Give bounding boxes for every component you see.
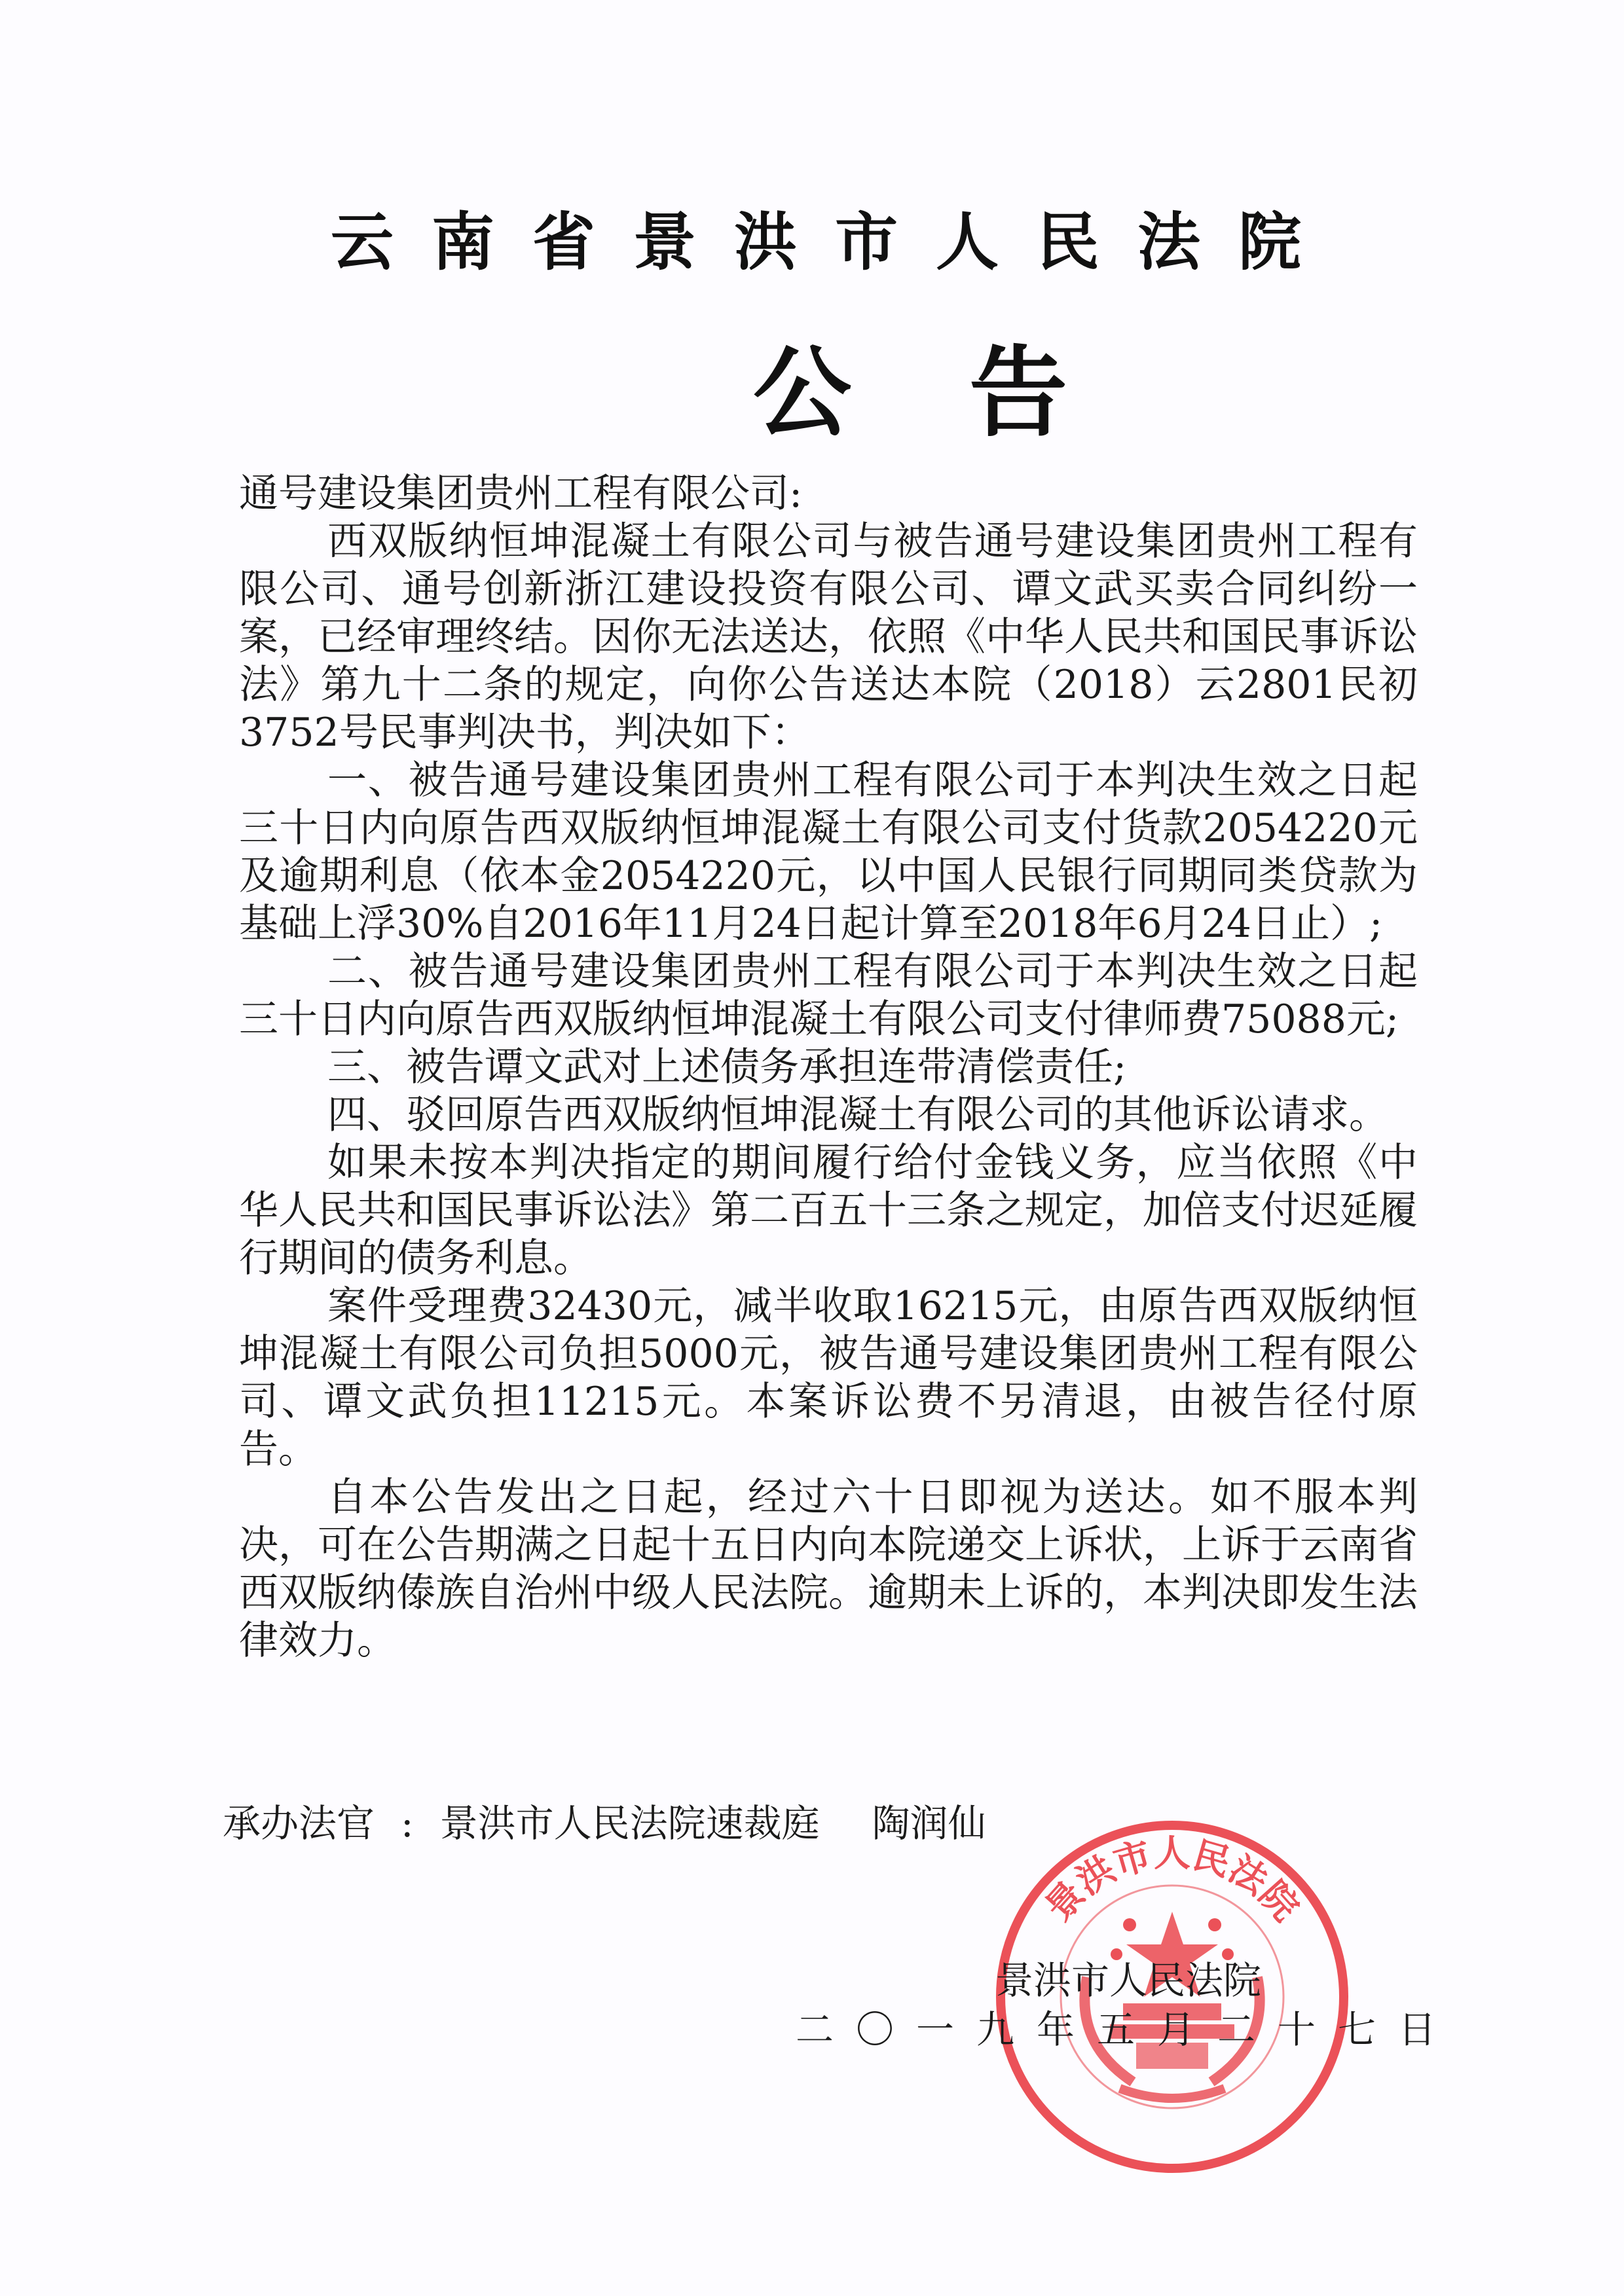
notice-body bbox=[239, 470, 1418, 1665]
paragraph-service-appeal: 自本公告发出之日起，经过六十日即视为送达。如不服本判决，可在公告期满之日起十五日内向本院递交上诉状，上诉于云南省西双版纳傣族自治州中级人民法院。逾期未上诉的，本判决即发生法律效力。 bbox=[239, 1474, 1418, 1664]
judge-name: 陶润仙 bbox=[872, 1801, 986, 1846]
paragraph-late-payment: 如果未按本判决指定的期间履行给付金钱义务，应当依照《中华人民共和国民事诉讼法》第二百五十三条之规定，加倍支付迟延履行期间的债务利息。 bbox=[239, 1140, 1418, 1281]
judge-label: 承办法官 bbox=[223, 1801, 375, 1846]
seal-ring-text: 景洪市人民法院 bbox=[1037, 1832, 1308, 1929]
signing-court: 景洪市人民法院 bbox=[995, 1958, 1262, 2003]
paragraph-judgment-2: 二、被告通号建设集团贵州工程有限公司于本判决生效之日起三十日内向原告西双版纳恒坤混凝土有限公司支付律师费75088元; bbox=[239, 949, 1418, 1042]
paragraph-judgment-1: 一、被告通号建设集团贵州工程有限公司于本判决生效之日起三十日内向原告西双版纳恒坤混凝土有限公司支付货款2054220元及逾期利息（依本金2054220元，以中国人民银行同期同类贷款为基础上浮30%自2016年11月24日起计算至2018年6月24日止）; bbox=[239, 757, 1418, 947]
notice-title: 公告 bbox=[753, 335, 1186, 450]
notice-date: 二〇一九年五月二十七日 bbox=[796, 2007, 1459, 2052]
paragraph-judgment-3: 三、被告谭文武对上述债务承担连带清偿责任; bbox=[327, 1044, 1127, 1090]
court-name-heading: 云南省景洪市人民法院 bbox=[331, 205, 1339, 279]
paragraph-judgment-4: 四、驳回原告西双版纳恒坤混凝土有限公司的其他诉讼请求。 bbox=[327, 1092, 1388, 1138]
paragraph-case-fee: 案件受理费32430元，减半收取16215元，由原告西双版纳恒坤混凝土有限公司负担5000元，被告通号建设集团贵州工程有限公司、谭文武负担11215元。本案诉讼费不另清退，由被告径付原告。 bbox=[239, 1283, 1418, 1472]
judge-separator: : bbox=[401, 1801, 414, 1846]
paragraph-intro: 西双版纳恒坤混凝土有限公司与被告通号建设集团贵州工程有限公司、通号创新浙江建设投资有限公司、谭文武买卖合同纠纷一案，已经审理终结。因你无法送达，依照《中华人民共和国民事诉讼法》第九十二条的规定，向你公告送达本院（2018）云2801民初3752号民事判决书，判决如下： bbox=[239, 519, 1418, 756]
addressee-line: 通号建设集团贵州工程有限公司: bbox=[239, 471, 803, 517]
judge-department: 景洪市人民法院速裁庭 bbox=[439, 1801, 820, 1846]
